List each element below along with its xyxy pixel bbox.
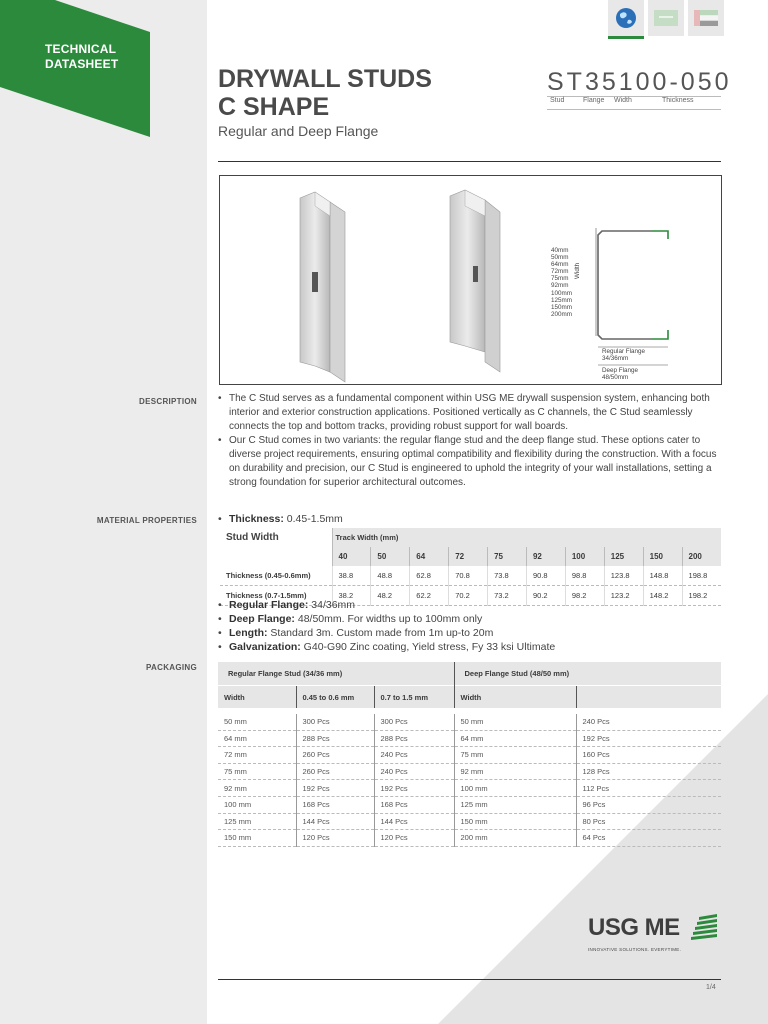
- property-item: [218, 598, 555, 612]
- language-globe[interactable]: [608, 0, 644, 39]
- cell: 98.2: [565, 586, 604, 606]
- cell: 50 mm: [218, 714, 296, 730]
- track-width-header: Track Width (mm): [332, 528, 721, 547]
- usg-me-logo: [588, 914, 682, 952]
- cell: 125 mm: [454, 796, 576, 813]
- cell: 72 mm: [218, 747, 296, 764]
- logo-text: USG ME: [588, 914, 680, 941]
- width-col: 72: [449, 547, 488, 566]
- cell: 198.8: [682, 566, 721, 586]
- cell: 240 Pcs: [576, 714, 721, 730]
- code-label-stud: Stud: [550, 97, 565, 104]
- title-line1: DRYWALL STUDS: [218, 65, 432, 93]
- width-col: 92: [526, 547, 565, 566]
- cell: 90.8: [526, 566, 565, 586]
- page-subtitle: Regular and Deep Flange: [218, 123, 379, 139]
- code-label-width: Width: [614, 97, 632, 104]
- cell: 260 Pcs: [296, 747, 374, 764]
- width-col: 200: [682, 547, 721, 566]
- cell: 300 Pcs: [296, 714, 374, 730]
- product-figure: [219, 175, 722, 385]
- cell: 128 Pcs: [576, 763, 721, 780]
- cell: 90.2: [526, 586, 565, 606]
- banner-text: [45, 42, 118, 72]
- logo-stripes-icon: [691, 914, 717, 940]
- footer-rule: [218, 979, 721, 980]
- language-uae[interactable]: [688, 0, 724, 36]
- cell: 168 Pcs: [374, 796, 454, 813]
- width-col: 50: [371, 547, 410, 566]
- column-header: Width: [454, 686, 576, 709]
- thickness-item: [218, 512, 343, 526]
- column-header: Width: [218, 686, 296, 709]
- thickness-line: [218, 512, 343, 526]
- cell: 80 Pcs: [576, 813, 721, 830]
- width-col: 75: [488, 547, 527, 566]
- column-header: [576, 686, 721, 709]
- widths-list: 40mm 50mm 64mm 72mm 75mm 92mm 100mm 125mm 150mm 200mm: [551, 247, 572, 318]
- property-label: Regular Flange:: [229, 599, 309, 611]
- property-item: [218, 640, 555, 654]
- description-item: • The C Stud serves as a fundamental component within USG ME drywall suspension system, enhancing both interior and exterior construction applications. Positioned vertically as C channels, the C Stud seamlessly connects the top and bottom tracks, providing robust support for wall boards.: [218, 392, 722, 434]
- property-item: [218, 612, 555, 626]
- deep-flange-label: Deep Flange: [602, 367, 639, 374]
- properties-list: [218, 598, 555, 654]
- stud-width-header: Stud Width: [220, 528, 332, 566]
- cell: 64 mm: [218, 730, 296, 747]
- width-col: 40: [332, 547, 371, 566]
- width-axis-label: Width: [574, 262, 581, 279]
- cell: 70.2: [449, 586, 488, 606]
- table-row: [218, 714, 721, 730]
- cell: 92 mm: [454, 763, 576, 780]
- packaging-table: [218, 662, 721, 847]
- saudi-flag-icon: [654, 10, 678, 26]
- left-band: [0, 0, 207, 1024]
- cell: 98.8: [565, 566, 604, 586]
- material-table: [220, 528, 721, 606]
- property-label: Galvanization:: [229, 641, 301, 653]
- cell: 148.8: [643, 566, 682, 586]
- cell: 100 mm: [454, 780, 576, 797]
- cell: 200 mm: [454, 830, 576, 847]
- cell: 150 mm: [218, 830, 296, 847]
- width-col: 100: [565, 547, 604, 566]
- description-text: [218, 392, 722, 490]
- code-label-flange: Flange: [583, 97, 605, 104]
- property-value: G40-G90 Zinc coating, Yield stress, Fy 33 ksi Ultimate: [300, 641, 556, 653]
- page-title: [218, 65, 432, 121]
- cell: 240 Pcs: [374, 747, 454, 764]
- cell: 168 Pcs: [296, 796, 374, 813]
- property-value: 34/36mm: [308, 599, 356, 611]
- cell: 100 mm: [218, 796, 296, 813]
- cell: 73.8: [488, 566, 527, 586]
- cell: 92 mm: [218, 780, 296, 797]
- cell: 50 mm: [454, 714, 576, 730]
- column-header: 0.7 to 1.5 mm: [374, 686, 454, 709]
- cell: 48.8: [371, 566, 410, 586]
- stud-illustration: [220, 176, 721, 384]
- language-arabic[interactable]: [648, 0, 684, 36]
- cell: 144 Pcs: [374, 813, 454, 830]
- cell: 240 Pcs: [374, 763, 454, 780]
- deep-stud-image: [450, 190, 500, 372]
- width-col: 150: [643, 547, 682, 566]
- cell: 62.8: [410, 566, 449, 586]
- description-item: • Our C Stud comes in two variants: the regular flange stud and the deep flange stud. These options cater to diverse project requirements, ensuring optimal compatibility and flexibility during the construction. With a focus on durability and precision, our C Stud is engineered to uphold the integrity of your wall installations, setting a strong foundation for superior architectural outcomes.: [218, 434, 722, 490]
- cell: 288 Pcs: [296, 730, 374, 747]
- table-row: [218, 796, 721, 813]
- uae-flag-icon: [694, 10, 718, 26]
- code-label-thickness: Thickness: [662, 97, 694, 104]
- thickness-label: Thickness:: [229, 513, 284, 525]
- deep-flange-value: 48/50mm: [602, 374, 629, 381]
- cell: 148.2: [643, 586, 682, 606]
- property-value: Standard 3m. Custom made from 1m up-to 20m: [267, 627, 494, 639]
- regular-flange-label: Regular Flange: [602, 348, 646, 355]
- cell: 62.2: [410, 586, 449, 606]
- cell: 70.8: [449, 566, 488, 586]
- regular-stud-image: [300, 192, 345, 382]
- cell: 198.2: [682, 586, 721, 606]
- property-item: [218, 626, 555, 640]
- cell: 38.2: [332, 586, 371, 606]
- table-row: [220, 566, 721, 586]
- cell: 96 Pcs: [576, 796, 721, 813]
- cell: 192 Pcs: [374, 780, 454, 797]
- cell: 192 Pcs: [296, 780, 374, 797]
- regular-flange-value: 34/36mm: [602, 355, 629, 362]
- cell: 123.2: [604, 586, 643, 606]
- column-header: 0.45 to 0.6 mm: [296, 686, 374, 709]
- cell: 125 mm: [218, 813, 296, 830]
- title-line2: C SHAPE: [218, 93, 330, 121]
- cell: 300 Pcs: [374, 714, 454, 730]
- width-col: 125: [604, 547, 643, 566]
- cell: 160 Pcs: [576, 747, 721, 764]
- property-label: Deep Flange:: [229, 613, 295, 625]
- cell: 288 Pcs: [374, 730, 454, 747]
- table-row: [218, 730, 721, 747]
- banner-line1: TECHNICAL: [45, 42, 117, 56]
- table-row: [218, 763, 721, 780]
- cell: 120 Pcs: [296, 830, 374, 847]
- cell: 260 Pcs: [296, 763, 374, 780]
- row-label: Thickness (0.7-1.5mm): [220, 586, 332, 606]
- material-label: MATERIAL PROPERTIES: [96, 516, 197, 525]
- packaging-label: PACKAGING: [146, 663, 197, 672]
- regular-stud-header: Regular Flange Stud (34/36 mm): [218, 662, 454, 686]
- cell: 120 Pcs: [374, 830, 454, 847]
- page-number: 1/4: [706, 984, 716, 991]
- header-rule: [218, 161, 721, 162]
- thickness-value: 0.45-1.5mm: [283, 513, 343, 525]
- product-code: ST35100-050: [547, 68, 732, 96]
- table-row: [218, 813, 721, 830]
- cell: 150 mm: [454, 813, 576, 830]
- cell: 192 Pcs: [576, 730, 721, 747]
- cell: 75 mm: [454, 747, 576, 764]
- cell: 73.2: [488, 586, 527, 606]
- logo-tagline: INNOVATIVE SOLUTIONS. EVERYTIME.: [588, 947, 682, 952]
- cell: 64 Pcs: [576, 830, 721, 847]
- property-value: 48/50mm. For widths up to 100mm only: [294, 613, 483, 625]
- deep-stud-header: Deep Flange Stud (48/50 mm): [454, 662, 721, 686]
- description-label: DESCRIPTION: [139, 397, 197, 406]
- row-label: Thickness (0.45-0.6mm): [220, 566, 332, 586]
- cell: 123.8: [604, 566, 643, 586]
- table-row: [218, 747, 721, 764]
- table-row: [218, 830, 721, 847]
- banner-line2: DATASHEET: [45, 57, 119, 71]
- width-col: 64: [410, 547, 449, 566]
- cell: 64 mm: [454, 730, 576, 747]
- property-label: Length:: [229, 627, 268, 639]
- code-divider: [547, 96, 721, 97]
- cell: 144 Pcs: [296, 813, 374, 830]
- table-row: [218, 780, 721, 797]
- section-diagram: [596, 228, 668, 365]
- cell: 75 mm: [218, 763, 296, 780]
- cell: 38.8: [332, 566, 371, 586]
- cell: 112 Pcs: [576, 780, 721, 797]
- code-divider-bottom: [547, 109, 721, 110]
- globe-icon: [615, 7, 637, 29]
- cell: 48.2: [371, 586, 410, 606]
